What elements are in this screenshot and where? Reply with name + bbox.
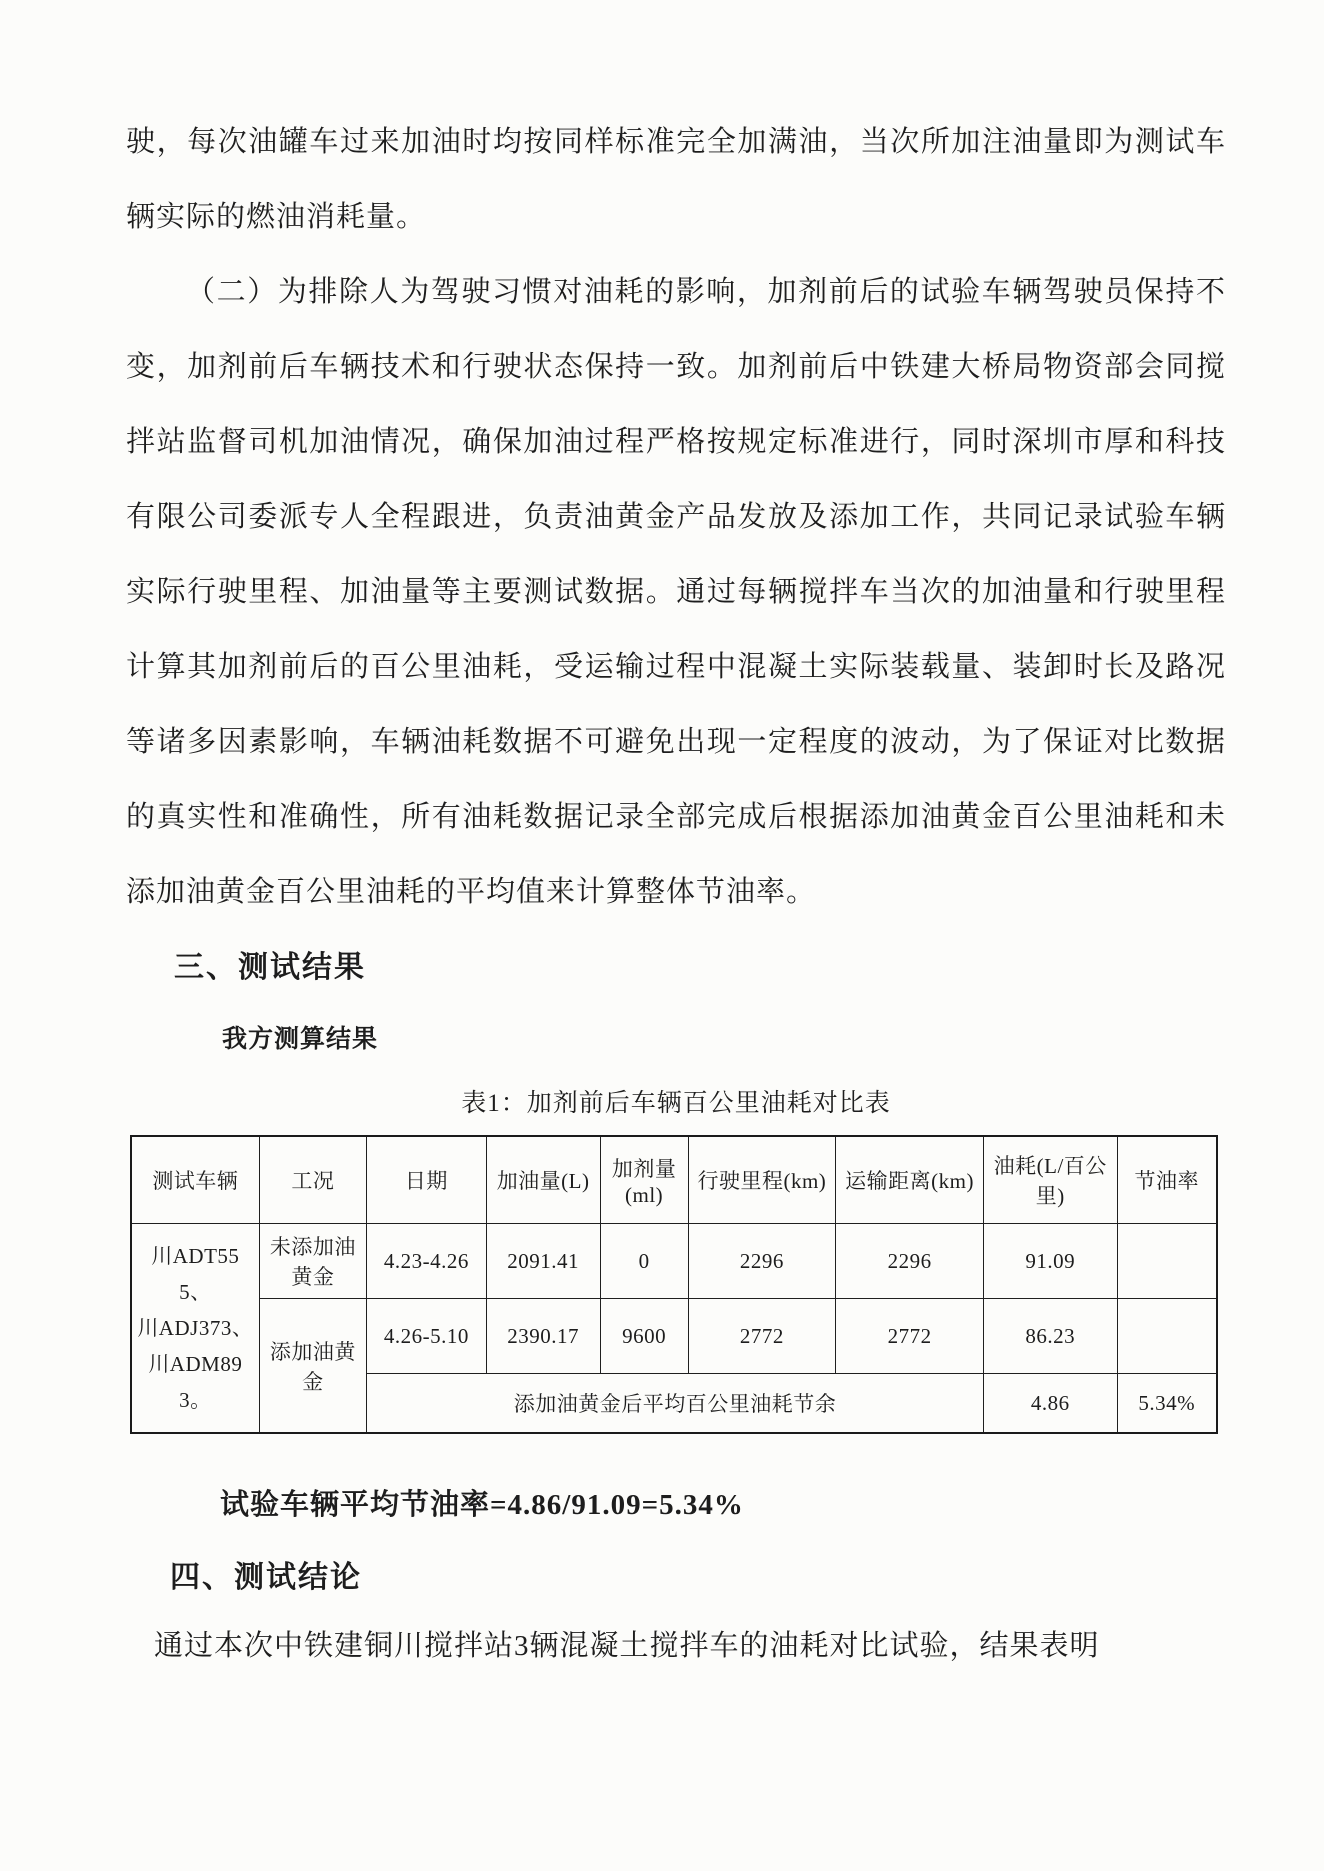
header-date: 日期 [367, 1136, 486, 1224]
header-transport-distance: 运输距离(km) [836, 1136, 984, 1224]
cell-summary-value: 4.86 [983, 1374, 1117, 1434]
cell-summary-label: 添加油黄金后平均百公里油耗节余 [367, 1374, 984, 1434]
cell-saving-rate [1117, 1299, 1217, 1374]
section-heading-conclusion: 四、测试结论 [170, 1561, 362, 1594]
header-test-vehicle: 测试车辆 [131, 1136, 259, 1224]
cell-condition: 添加油黄金 [259, 1299, 367, 1434]
table-row-before-additive [131, 1224, 1217, 1299]
cell-transport-distance: 2296 [836, 1224, 984, 1299]
cell-transport-distance: 2772 [836, 1299, 984, 1374]
section-heading-test-results: 三、测试结果 [174, 951, 366, 984]
vehicle-id: 川ADT555、 [151, 1244, 240, 1304]
cell-fuel-volume: 2390.17 [486, 1299, 600, 1374]
cell-date: 4.23-4.26 [367, 1224, 486, 1299]
cell-test-vehicles [131, 1224, 259, 1434]
cell-additive-volume: 0 [600, 1224, 688, 1299]
paragraph-test-procedure: （二）为排除人为驾驶习惯对油耗的影响，加剂前后的试验车辆驾驶员保持不变，加剂前后车辆技术和行驶状态保持一致。加剂前后中铁建大桥局物资部会同搅拌站监督司机加油情况，确保加油过程严格按规定标准进行，同时深圳市厚和科技有限公司委派专人全程跟进，负责油黄金产品发放及添加工作，共同记录试验车辆实际行驶里程、加油量等主要测试数据。通过每辆搅拌车当次的加油量和行驶里程计算其加剂前后的百公里油耗，受运输过程中混凝土实际装载量、装卸时长及路况等诸多因素影响，车辆油耗数据不可避免出现一定程度的波动，为了保证对比数据的真实性和准确性，所有油耗数据记录全部完成后根据添加油黄金百公里油耗和未添加油黄金百公里油耗的平均值来计算整体节油率。 [126, 276, 1226, 908]
cell-consumption: 91.09 [983, 1224, 1117, 1299]
cell-mileage: 2296 [688, 1224, 836, 1299]
header-mileage: 行驶里程(km) [688, 1136, 836, 1224]
table-row-after-additive [131, 1299, 1217, 1374]
paragraph-fueling-method: 驶，每次油罐车过来加油时均按同样标准完全加满油，当次所加注油量即为测试车辆实际的燃油消耗量。 [126, 126, 1226, 233]
header-fuel-volume: 加油量(L) [486, 1136, 600, 1224]
subheading-our-calculation: 我方测算结果 [222, 1026, 379, 1053]
paragraph-conclusion: 通过本次中铁建铜川搅拌站3辆混凝土搅拌车的油耗对比试验，结果表明 [154, 1630, 1100, 1662]
vehicle-id: 川ADM893。 [148, 1352, 243, 1412]
vehicle-id: 川ADJ373、 [137, 1316, 254, 1340]
header-saving-rate: 节油率 [1117, 1136, 1217, 1224]
header-additive-volume: 加剂量(ml) [600, 1136, 688, 1224]
header-condition: 工况 [259, 1136, 367, 1224]
cell-additive-volume: 9600 [600, 1299, 688, 1374]
cell-consumption: 86.23 [983, 1299, 1117, 1374]
average-saving-formula: 试验车辆平均节油率=4.86/91.09=5.34% [220, 1489, 744, 1521]
cell-condition: 未添加油黄金 [259, 1224, 367, 1299]
cell-date: 4.26-5.10 [367, 1299, 486, 1374]
cell-fuel-volume: 2091.41 [486, 1224, 600, 1299]
fuel-comparison-table [130, 1135, 1218, 1434]
cell-summary-rate: 5.34% [1117, 1374, 1217, 1434]
cell-saving-rate [1117, 1224, 1217, 1299]
cell-mileage: 2772 [688, 1299, 836, 1374]
table-caption: 表1：加剂前后车辆百公里油耗对比表 [461, 1090, 891, 1117]
table-header-row [131, 1136, 1217, 1224]
header-consumption: 油耗(L/百公里) [983, 1136, 1117, 1224]
